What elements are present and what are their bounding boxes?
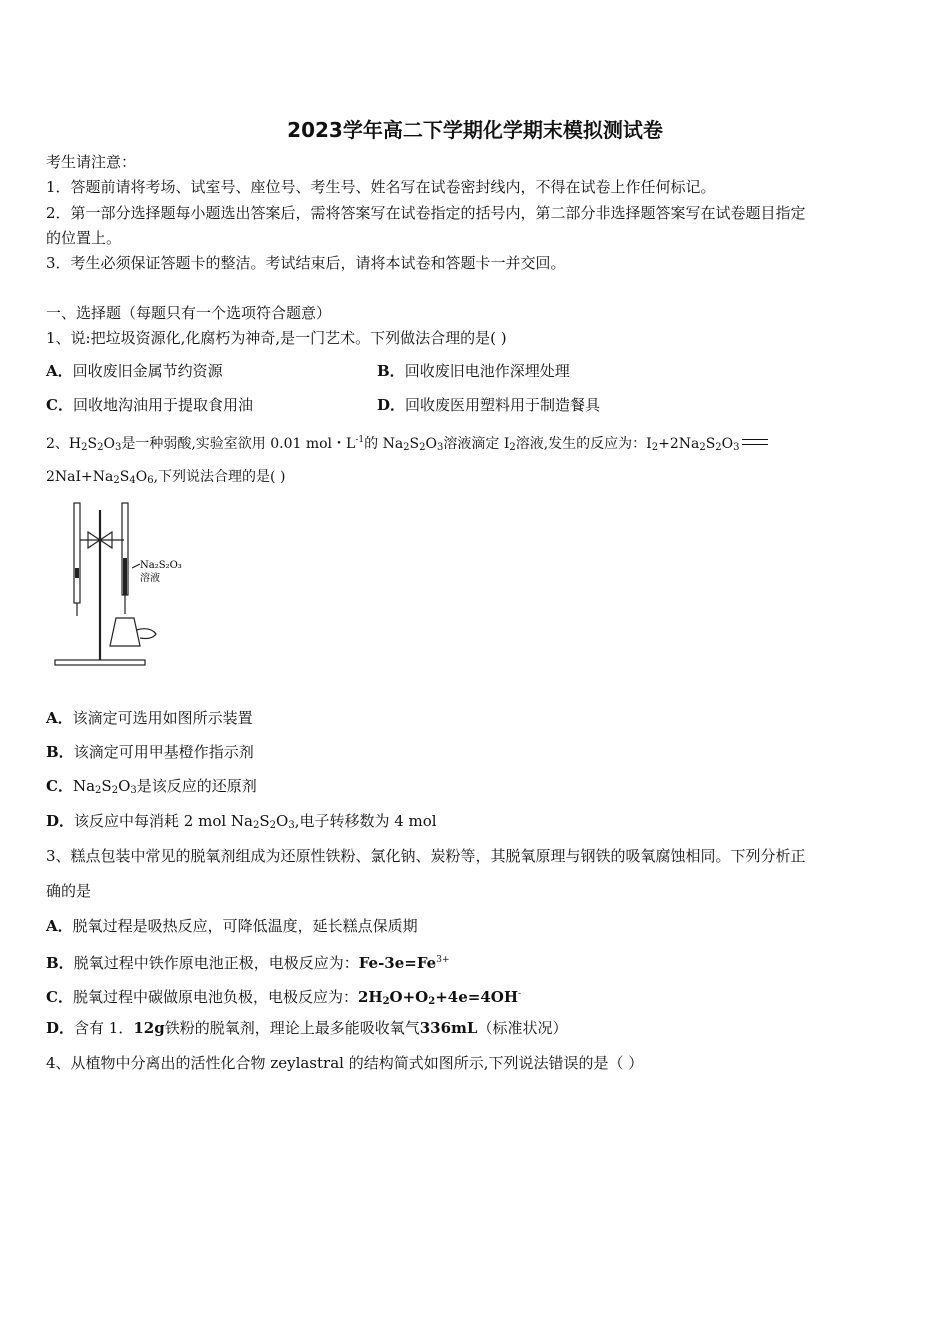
notice-item-3: 3．考生必须保证答题卡的整洁。考试结束后，请将本试卷和答题卡一并交回。 <box>46 254 566 272</box>
q2-stem-line1: 2、$H_2S_2O_3$是一种弱酸,实验室欲用 0.01 mol・$L^{-1}$的 $Na_2S_2O_3$溶液滴定 $I_2$溶液,发生的反应为：$I_2+2Na_2S_2O_3$ <box>46 430 768 458</box>
burette-left <box>74 503 80 603</box>
q1-option-b <box>377 361 570 381</box>
q3-option-c: C．脱氧过程中碳做原电池负极，电极反应为：$2H_2O+O_2+4e=4OH^-$ <box>46 988 522 1007</box>
burette-liquid <box>123 558 127 595</box>
q3-option-a: A．脱氧过程是吸热反应，可降低温度，延长糕点保质期 <box>46 917 418 935</box>
q2-option-d: D．该反应中每消耗 2 mol $Na_2S_2O_3$,电子转移数为 4 mol <box>46 812 437 831</box>
option-text: 回收废旧电池作深埋处理 <box>404 362 570 380</box>
q2-option-b: B．该滴定可用甲基橙作指示剂 <box>46 743 254 761</box>
q3-stem-line2: 确的是 <box>46 882 92 900</box>
figure-label-reagent: Na₂S₂O₃ <box>140 560 182 571</box>
burette-liquid <box>75 568 79 578</box>
option-text: 回收废旧金属节约资源 <box>72 362 223 380</box>
page-title: 2023学年高二下学期化学期末模拟测试卷 <box>287 118 663 142</box>
q1-option-a <box>46 361 223 381</box>
q3-stem-line1: 3、糕点包装中常见的脱氧剂组成为还原性铁粉、氯化钠、炭粉等，其脱氧原理与钢铁的吸氧腐蚀相同。下列分析正 <box>46 847 806 865</box>
q3-option-d: D．含有 1．12g铁粉的脱氧剂，理论上最多能吸收氧气336mL（标准状况） <box>46 1019 568 1037</box>
option-label: C． <box>46 396 73 414</box>
figure-label-solution: 溶液 <box>140 573 160 584</box>
q2-option-c: C．$Na_2S_2O_3$是该反应的还原剂 <box>46 777 257 796</box>
option-label: D． <box>377 396 406 414</box>
equals-sign <box>742 439 768 445</box>
notice-heading: 考生请注意： <box>46 153 137 171</box>
option-label: B． <box>377 362 405 380</box>
option-text: 回收废医用塑料用于制造餐具 <box>405 396 601 414</box>
q4-stem: 4、从植物中分离出的活性化合物 zeylastral 的结构简式如图所示,下列说法错误的是（ ） <box>46 1054 644 1072</box>
section-heading: 一、选择题（每题只有一个选项符合题意） <box>46 304 332 322</box>
q1-option-d <box>377 395 600 415</box>
q2-option-a: A．该滴定可选用如图所示装置 <box>46 709 253 727</box>
q2-stem-line2: $2NaI+Na_2S_4O_6$,下列说法合理的是( ) <box>46 469 286 486</box>
q1-option-c <box>46 395 253 415</box>
q3-option-b: B．脱氧过程中铁作原电池正极，电极反应为：$Fe-3e=Fe^{3+}$ <box>46 954 450 972</box>
option-text: 回收地沟油用于提取食用油 <box>72 396 253 414</box>
notice-item-2: 2．第一部分选择题每小题选出答案后，需将答案写在试卷指定的括号内，第二部分非选择题答案写在试卷题目指定 <box>46 204 806 222</box>
notice-item-2-cont: 的位置上。 <box>46 229 122 247</box>
conical-flask <box>110 618 140 646</box>
q1-stem: 1、说:把垃圾资源化,化腐朽为神奇,是一门艺术。下列做法合理的是( ) <box>46 329 507 347</box>
hand <box>136 629 156 639</box>
label-pointer <box>132 564 140 568</box>
titration-apparatus-figure <box>52 498 197 668</box>
option-label: A． <box>46 362 73 380</box>
stand-base <box>55 660 145 665</box>
notice-item-1: 1．答题前请将考场、试室号、座位号、考生号、姓名写在试卷密封线内，不得在试卷上作任何标记。 <box>46 178 716 196</box>
